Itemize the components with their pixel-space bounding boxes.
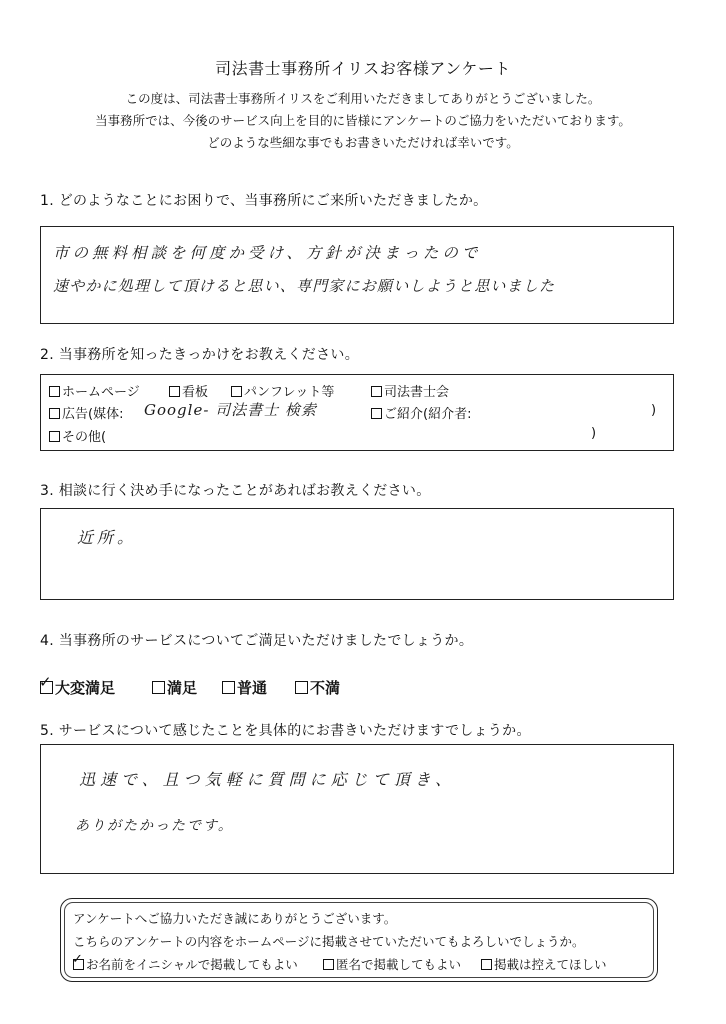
checkbox-signboard[interactable] bbox=[169, 386, 180, 397]
survey-title: 司法書士事務所イリスお客様アンケート bbox=[215, 59, 511, 78]
checkbox-pamphlet[interactable] bbox=[231, 386, 242, 397]
consent-option-decline[interactable]: 掲載は控えてほしい bbox=[481, 955, 607, 973]
intro-line-3: どのような些細な事でもお書きいただければ幸いです。 bbox=[207, 135, 519, 150]
option-signboard[interactable]: 看板 bbox=[169, 381, 208, 400]
other-close-paren: ) bbox=[591, 426, 597, 441]
answer-box-3 bbox=[40, 508, 674, 600]
option-ad[interactable]: 広告(媒体: bbox=[49, 403, 123, 422]
option-other[interactable]: その他( bbox=[49, 426, 106, 445]
question-2: 2. 当事務所を知ったきっかけをお教えください。 bbox=[40, 347, 360, 363]
question-4: 4. 当事務所のサービスについてご満足いただけましたでしょうか。 bbox=[40, 633, 474, 649]
question-3: 3. 相談に行く決め手になったことがあればお教えください。 bbox=[40, 483, 431, 499]
ad-medium-written: Google- 司法書士 検索 bbox=[144, 401, 317, 419]
check-mark-icon: ✓ bbox=[39, 673, 52, 691]
checkbox-satisfied[interactable] bbox=[152, 681, 165, 694]
checkbox-initials[interactable] bbox=[72, 952, 84, 970]
check-mark-icon: ✓ bbox=[72, 952, 83, 967]
option-judicial-assoc[interactable]: 司法書士会 bbox=[371, 381, 449, 400]
referral-close-paren: ) bbox=[651, 403, 657, 418]
intro-line-1: この度は、司法書士事務所イリスをご利用いただきましてありがとうございました。 bbox=[125, 91, 601, 106]
checkbox-decline[interactable] bbox=[481, 959, 492, 970]
satisfaction-neutral[interactable]: 普通 bbox=[222, 677, 267, 698]
checkbox-dissatisfied[interactable] bbox=[295, 681, 308, 694]
checkbox-very-satisfied[interactable] bbox=[39, 673, 53, 694]
answer-3: 近所。 bbox=[77, 528, 138, 547]
answer-box-1 bbox=[40, 226, 674, 324]
checkbox-ad[interactable] bbox=[49, 408, 60, 419]
checkbox-judicial-assoc[interactable] bbox=[371, 386, 382, 397]
answer-5-line-1: 迅速で、且つ気軽に質問に応じて頂き、 bbox=[79, 770, 457, 789]
consent-option-initials[interactable]: ✓ お名前をイニシャルで掲載してもよい bbox=[72, 952, 298, 972]
publication-consent-box bbox=[60, 898, 658, 982]
checkbox-homepage[interactable] bbox=[49, 386, 60, 397]
option-homepage[interactable]: ホームページ bbox=[49, 381, 140, 400]
option-referral[interactable]: ご紹介(紹介者: bbox=[371, 403, 471, 422]
answer-1-line-1: 市の無料相談を何度か受け、方針が決まったので bbox=[53, 244, 482, 262]
question-5: 5. サービスについて感じたことを具体的にお書きいただけますでしょうか。 bbox=[40, 723, 531, 739]
satisfaction-very-satisfied[interactable]: ✓ 大変満足 bbox=[39, 673, 116, 697]
satisfaction-satisfied[interactable]: 満足 bbox=[152, 677, 197, 698]
answer-1-line-2: 速やかに処理して頂けると思い、専門家にお願いしようと思いました bbox=[53, 277, 556, 295]
question-1: 1. どのようなことにお困りで、当事務所にご来所いただきましたか。 bbox=[40, 193, 488, 209]
answer-box-5 bbox=[40, 744, 674, 874]
checkbox-other[interactable] bbox=[49, 431, 60, 442]
consent-question: こちらのアンケートの内容をホームページに掲載させていただいてもよろしいでしょうか。 bbox=[73, 934, 585, 949]
checkbox-anonymous[interactable] bbox=[323, 959, 334, 970]
intro-line-2: 当事務所では、今後のサービス向上を目的に皆様にアンケートのご協力をいただいております。 bbox=[95, 113, 631, 128]
satisfaction-dissatisfied[interactable]: 不満 bbox=[295, 677, 340, 698]
checkbox-referral[interactable] bbox=[371, 408, 382, 419]
consent-option-anonymous[interactable]: 匿名で掲載してもよい bbox=[323, 955, 461, 973]
option-pamphlet[interactable]: パンフレット等 bbox=[231, 381, 334, 400]
checkbox-neutral[interactable] bbox=[222, 681, 235, 694]
answer-box-2 bbox=[40, 374, 674, 451]
consent-thanks: アンケートへご協力いただき誠にありがとうございます。 bbox=[73, 911, 397, 926]
answer-5-line-2: ありがたかったです。 bbox=[75, 818, 234, 834]
